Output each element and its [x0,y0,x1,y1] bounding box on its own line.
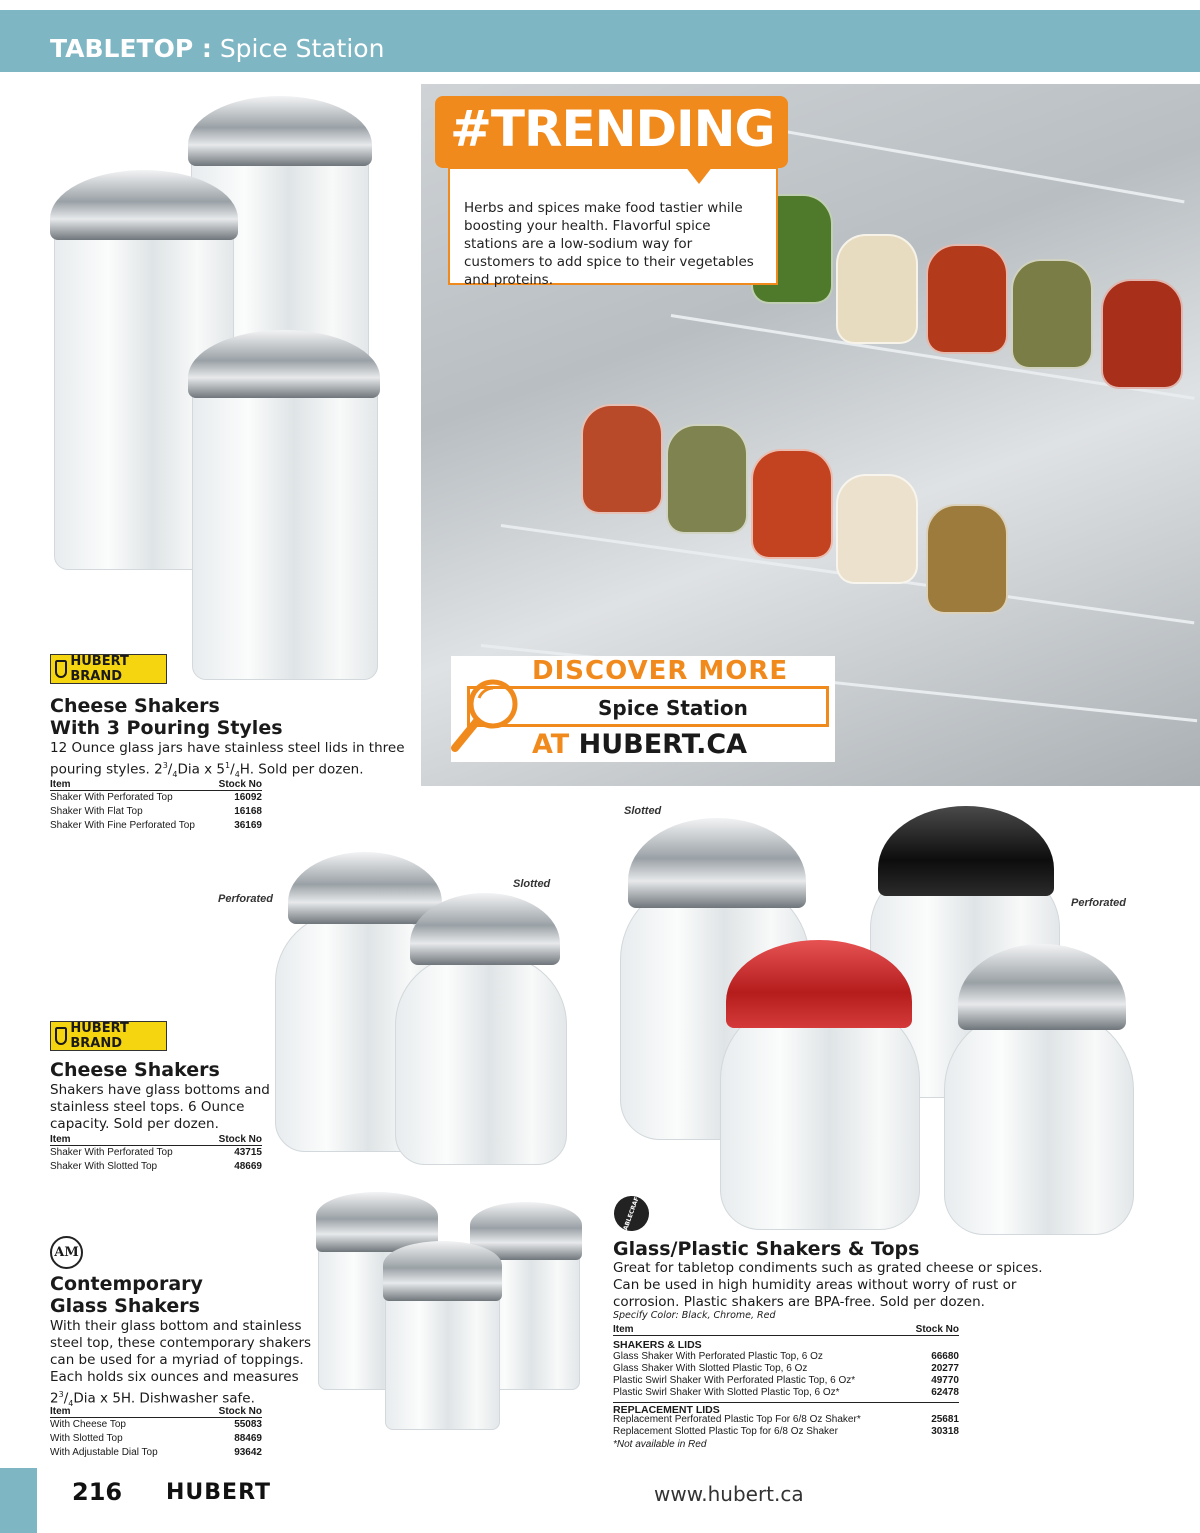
discover-more-topic: Spice Station [598,696,748,720]
product-desc-contemporary-shakers: With their glass bottom and stainless steel top, these contemporary shakers can be used for a myriad of toppings. Each holds six ounces and measures $2^3/_4Dia$ x 5H. Dishwasher safe. [50,1318,312,1409]
table-row: Shaker With Perforated Top 16092 [50,792,262,803]
table-section-heading: REPLACEMENT LIDS [613,1402,959,1414]
table-row: Replacement Perforated Plastic Top For 6/8 Oz Shaker* 25681 [613,1414,959,1425]
table-row: With Adjustable Dial Top 93642 [50,1447,262,1458]
table-row: Glass Shaker With Slotted Plastic Top, 6 Oz 20277 [613,1363,959,1374]
table-row: Shaker With Fine Perforated Top 36169 [50,820,262,831]
callout-slotted: Slotted [513,878,551,890]
callout-slotted: Slotted [624,805,662,817]
stock-table-glass-plastic-shakers: Item Stock No SHAKERS & LIDS Glass Shaker With Perforated Plastic Top, 6 Oz 66680 Glass Shaker With Slotted Plastic Top, 6 Oz 20277 Plastic Swirl Shaker With Perforated Plastic Top, 6 Oz* 49770 Plastic Swirl Shaker With Slotted Plastic Top, 6 Oz* 62478 REPLACEMENT LIDS Replacement Perforated Plastic Top For 6/8 Oz Shaker* 25681 Replacement Slotted Plastic Top for 6/8 Oz Shaker 30318 *Not available in Red [613,1324,959,1450]
stock-table-contemporary-shakers: Item Stock No With Cheese Top 55083 With Slotted Top 88469 With Adjustable Dial Top 93642 [50,1406,262,1458]
product-title-cheese-shakers: Cheese Shakers [50,1059,220,1081]
footer-accent-strip [0,1468,37,1533]
page-title: TABLETOP : Spice Station [50,34,385,63]
table-footnote: *Not available in Red [613,1439,707,1450]
product-title-contemporary-shakers: Contemporary Glass Shakers [50,1273,203,1317]
callout-perforated: Perforated [1071,897,1127,909]
stock-table-cheese-shakers-3-styles: Item Stock No Shaker With Perforated Top 16092 Shaker With Flat Top 16168 Shaker With Fine Perforated Top 36169 [50,779,262,831]
am-certification-logo: AM [50,1236,83,1269]
product-title-cheese-shakers-3-styles: Cheese Shakers With 3 Pouring Styles [50,695,283,739]
color-options-note: Specify Color: Black, Chrome, Red [613,1310,776,1321]
product-desc-cheese-shakers-3-styles: 12 Ounce glass jars have stainless steel lids in three pouring styles. $2^3/_4Dia$ x $5^1/_4H$. Sold per dozen. [50,740,405,780]
table-row: Shaker With Flat Top 16168 [50,806,262,817]
shield-icon [55,1027,67,1045]
product-desc-cheese-shakers: Shakers have glass bottoms and stainless steel tops. 6 Ounce capacity. Sold per dozen. [50,1082,270,1132]
table-row: Glass Shaker With Perforated Plastic Top, 6 Oz 66680 [613,1351,959,1362]
discover-more-heading: DISCOVER MORE [532,656,789,686]
trending-notch [685,166,713,184]
tablecraft-logo: TABLECRAFT [609,1191,654,1236]
footer-brand: HUBERT [166,1480,272,1505]
hubert-brand-logo: HUBERT BRAND [50,654,167,684]
product-desc-glass-plastic-shakers: Great for tabletop condiments such as grated cheese or spices. Can be used in high humidity areas without worry of rust or corrosion. Plastic shakers are BPA-free. Sold per dozen. [613,1260,1043,1310]
trending-body: Herbs and spices make food tastier while boosting your health. Flavorful spice stations are a low-sodium way for customers to add spice to their vegetables and proteins. [464,200,754,288]
footer-url-link[interactable]: www.hubert.ca [654,1482,804,1506]
hubert-brand-logo: HUBERT BRAND [50,1021,167,1051]
callout-perforated: Perforated [218,893,274,905]
trending-badge-text: #TRENDING [450,100,775,158]
discover-more-link[interactable]: AT HUBERT.CA [532,729,748,760]
table-row: Shaker With Slotted Top 48669 [50,1161,262,1172]
page-number: 216 [72,1478,123,1506]
table-row: Shaker With Perforated Top 43715 [50,1147,262,1158]
table-row: With Cheese Top 55083 [50,1419,262,1430]
stock-table-cheese-shakers: Item Stock No Shaker With Perforated Top 43715 Shaker With Slotted Top 48669 [50,1134,262,1172]
table-row: Replacement Slotted Plastic Top for 6/8 Oz Shaker 30318 [613,1426,959,1437]
product-title-glass-plastic-shakers: Glass/Plastic Shakers & Tops [613,1238,920,1260]
table-row: With Slotted Top 88469 [50,1433,262,1444]
shield-icon [55,660,67,678]
table-row: Plastic Swirl Shaker With Slotted Plastic Top, 6 Oz* 62478 [613,1387,959,1398]
table-row: Plastic Swirl Shaker With Perforated Plastic Top, 6 Oz* 49770 [613,1375,959,1386]
table-section-heading: SHAKERS & LIDS [613,1339,702,1351]
